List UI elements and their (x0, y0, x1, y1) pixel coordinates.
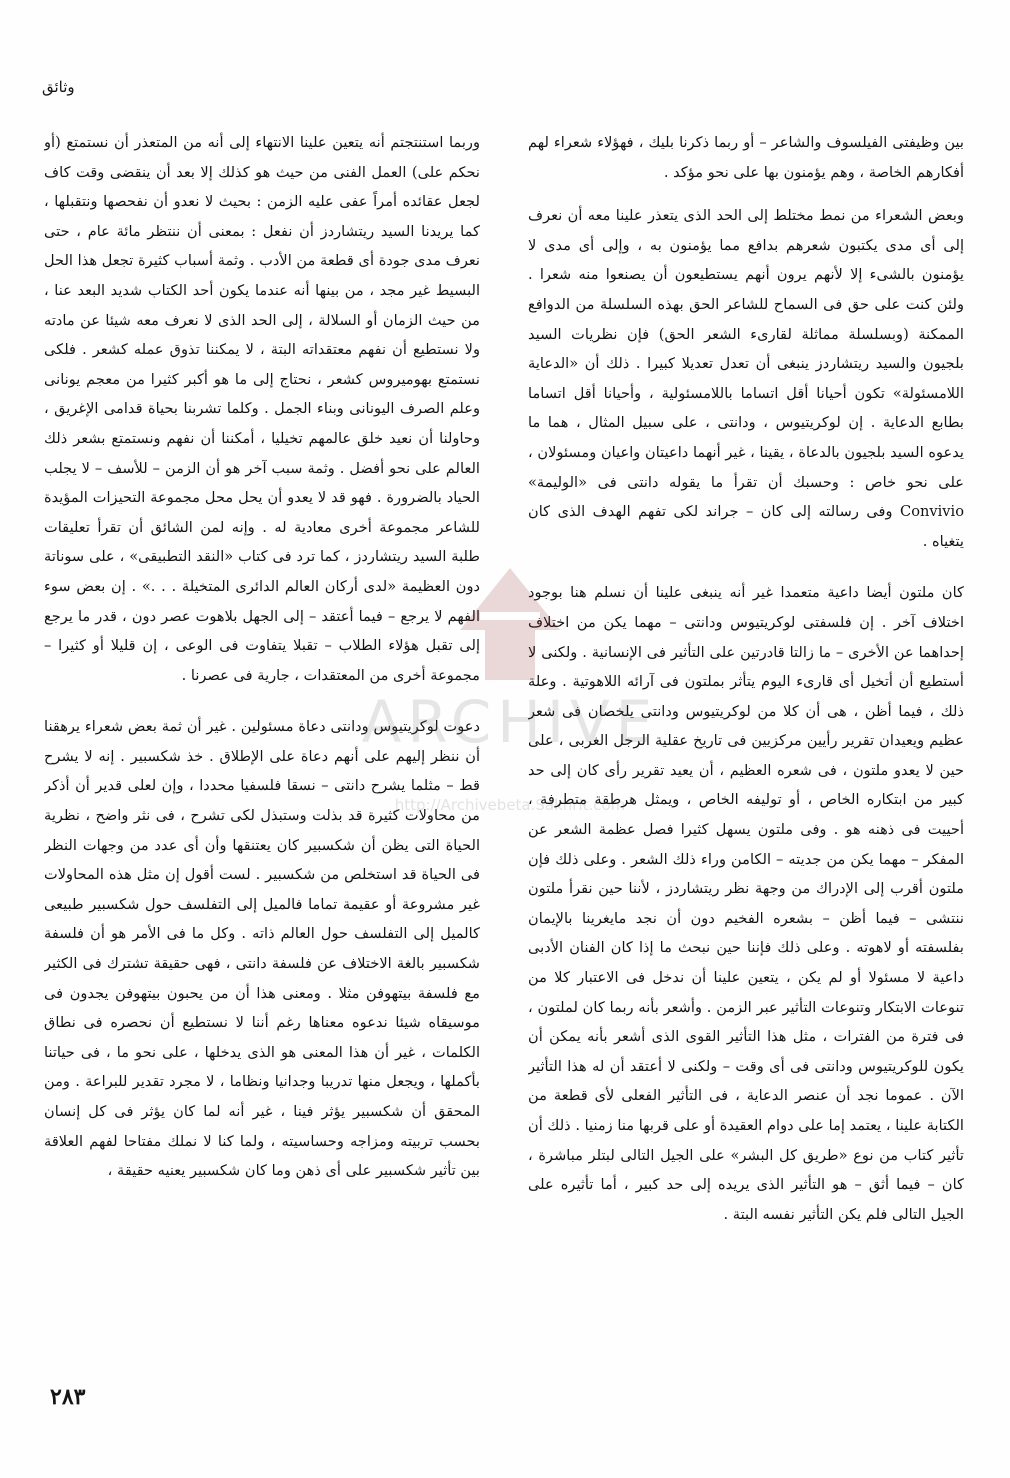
left-paragraph-2: دعوت لوكريتيوس ودانتى دعاة مسئولين . غير أن ثمة بعض شعراء يرهقنا أن ننظر إليهم على أنهم دعاة على الإطلاق . خذ شكسبير . إنه لا يشرح قط – مثلما يشرح دانتى – نسقا فلسفيا محددا ، وإن لعلى قدير أن أذكر من محاولات كثيرة قد بذلت وستبذل لكى تشرح ، فى نثر واضح ، نظرية الحياة التى يظن أن شكسبير كان يعتنقها وأن أى عدد من وجهات النظر فى الحياة قد استخلص من شكسبير . لست أقول إن مثل هذه المحاولات غير مشروعة أو عقيمة تماما فالميل إلى التفلسف حول شكسبير طبيعى كالميل إلى التفلسف حول العالم ذاته . وكل ما فى الأمر هو أن فلسفة شكسبير بالغة الاختلاف عن فلسفة دانتى ، فهى حقيقة تشترك فى الكثير مع فلسفة بيتهوفن مثلا . ومعنى هذا أن من يحبون بيتهوفن يجدون فى موسيقاه شيئا ندعوه معناها رغم أننا لا نستطيع أن نحصره فى نطاق الكلمات ، غير أن هذا المعنى هو الذى يدخلها ، على نحو ما ، فى حياتنا بأكملها ، ويجعل منها تدريبا وجدانيا ونظاما ، لا مجرد تقدير للبراعة . ومن المحقق أن شكسبير يؤثر فينا ، غير أنه لما كان يؤثر فى كل إنسان بحسب تربيته ومزاجه وحساسيته ، ولما كنا لا نملك مفتاحا لفهم العلاقة بين تأثير شكسبير على أى ذهن وما كان شكسبير يعنيه حقيقة ، (44, 718, 480, 1180)
right-paragraph-1: بين وظيفتى الفيلسوف والشاعر – أو ربما ذكرنا بليك ، فهؤلاء شعراء لهم أفكارهم الخاصة ، وهم يؤمنون بها على نحو مؤكد . (528, 134, 964, 181)
right-paragraph-3: كان ملتون أيضا داعية متعمدا غير أنه ينبغى علينا أن نسلم هنا بوجود اختلاف آخر . إن فلسفتى لوكريتيوس ودانتى – مهما يكن من اختلاف إحداهما عن الأخرى – ما زالتا قادرتين على التأثير فى الإنسانية . ولكنى لا أستطيع أن أتخيل أى قارىء اليوم يتأثر بملتون فى آرائه اللاهوتية . وعلة ذلك ، فيما أظن ، هى أن كلا من لوكريتيوس ودانتى يلخصان فى شعر عظيم ويعيدان تقرير رأيين مركزيين فى تاريخ عقلية الرجل الغربى ، على حين لا يعدو ملتون ، فى شعره العظيم ، أن يعيد تقرير رأى كان إلى حد كبير من ابتكاره الخاص ، أو توليفه الخاص ، ويمثل هرطقة متطرفة ، أحييت فى ذهنه هو . وفى ملتون يسهل كثيرا فصل عظمة الشعر عن المفكر – مهما يكن من جديته – الكامن وراء ذلك الشعر . وعلى ذلك فإن ملتون أقرب إلى الإدراك من وجهة نظر ريتشاردز ، لأننا حين نقرأ ملتون ننتشى – فيما أظن – بشعره الفخيم دون أن نجد مايغرينا بالإيمان بفلسفته أو لاهوته . وعلى ذلك فإننا حين نبحث ما إذا كان الفنان الأدبى داعية لا مسئولا أو لم يكن ، يتعين علينا أن ندخل فى الاعتبار كلا من تنوعات الابتكار وتنوعات التأثير عبر الزمن . وأشعر بأنه ربما كان لملتون ، فى فترة من الفترات ، مثل هذا التأثير القوى الذى أشعر بأنه يمكن أن يكون للوكريتيوس ودانتى فى أى وقت – ولكنى لا أعتقد أن له هذا التأثير الآن . عموما نجد أن عنصر الدعاية ، فى التأثير الفعلى لأى قطعة من الكتابة علينا ، يعتمد إما على دوام العقيدة أو على قربها منا زمنيا . ذلك أن تأثير كتاب من نوع «طريق كل البشر» على الجيل التالى لبتلر مباشرة ، كان – فيما أثق – هو التأثير الذى يريده إلى حد كبير ، أما تأثيره على الجيل التالى فلم يكن التأثير نفسه البتة . (528, 584, 964, 1223)
paragraph-gap (528, 187, 964, 201)
left-paragraph-1: وربما استنتجتم أنه يتعين علينا الانتهاء إلى أنه من المتعذر أن نستمتع (أو نحكم على) العمل الفنى من حيث هو كذلك إلا بعد أن ينقضى وقت كاف لجعل عقائده أمراً عفى عليه الزمن : بحيث لا نعدو أن نفحصها ونتقبلها ، كما يريدنا السيد ريتشاردز أن نفعل : بمعنى أن ننتظر مائة عام ، حتى نعرف مدى جودة أى قطعة من الأدب . وثمة أسباب كثيرة تجعل هذا الحل البسيط غير مجد ، من بينها أنه عندما يكون أحد الكتاب شديد البعد عنا ، من حيث الزمان أو السلالة ، إلى الحد الذى لا نعرف معه شيئا عن مادته ولا نستطيع أن نفهم معتقداته البتة ، لا يمكننا تذوق عمله كشعر . فلكى نستمتع بهوميروس كشعر ، نحتاج إلى ما هو أكبر كثيرا من معجم يونانى وعلم الصرف اليونانى وبناء الجمل . وكلما تشربنا بحياة قدامى الإغريق ، وحاولنا أن نعيد خلق عالمهم تخيليا ، أمكننا أن نفهم ونستمتع بشعر ذلك العالم على نحو أفضل . وثمة سبب آخر هو أن الزمن – للأسف – لا يجلب الحياد بالضرورة . فهو قد لا يعدو أن يحل محل مجموعة التحيزات المؤيدة للشاعر مجموعة أخرى معادية له . وإنه لمن الشائق أن تقرأ تعليقات طلبة السيد ريتشاردز ، كما ترد فى كتاب «النقد التطبيقى» ، على سوناتة دون العظيمة «لدى أركان العالم الدائرى المتخيلة . . .» . إن بعض سوء الفهم لا يرجع – فيما أعتقد – إلى الجهل بلاهوت عصر دون ، قدر ما يرجع إلى تقبل هؤلاء الطلاب – تقبلا يتفاوت فى الوعى ، إن قليلا أو كثيرا – مجموعة أخرى من المعتقدات ، جارية فى عصرنا . (44, 134, 480, 684)
right-paragraph-2: وبعض الشعراء من نمط مختلط إلى الحد الذى يتعذر علينا معه أن نعرف إلى أى مدى يكتبون شعرهم بدافع مما يؤمنون به ، وإلى أى مدى لا يؤمنون بالشىء إلا لأنهم يرون أنهم يستطيعون أن يصنعوا منه شعرا . ولئن كنت على حق فى السماح للشاعر الحق بهذه السلسلة من الدوافع الممكنة (وبسلسلة مماثلة لقارىء الشعر الحق) فإن نظريات السيد بلجيون والسيد ريتشاردز ينبغى أن تعدل تعديلا كبيرا . ذلك أن «الدعاية اللامسئولة» تكون أحيانا أقل اتساما باللامسئولية ، وأحيانا أقل اتساما بطابع الدعاية . إن لوكريتيوس ، ودانتى ، على سبيل المثال ، هما ما يدعوه السيد بلجيون بالدعاة ، يقينا ، غير أنهما داعيتان واعيان ومسئولان ، على نحو خاص : وحسبك أن تقرأ ما يقوله دانتى فى «الوليمة» Convivio وفى رسالته إلى كان – جراند لكى تفهم الهدف الذى كان يتغياه . (528, 207, 964, 550)
left-column (44, 128, 480, 1368)
paragraph-gap (44, 690, 480, 712)
right-column (528, 128, 964, 1368)
running-head: وثائق (42, 78, 75, 96)
page-number: ٢٨٣ (50, 1384, 86, 1410)
paragraph-gap (528, 556, 964, 578)
watermark-title: ARCHIVE (361, 688, 659, 756)
watermark-url: http://Archivebeta.Sakhrit.com (394, 796, 626, 814)
